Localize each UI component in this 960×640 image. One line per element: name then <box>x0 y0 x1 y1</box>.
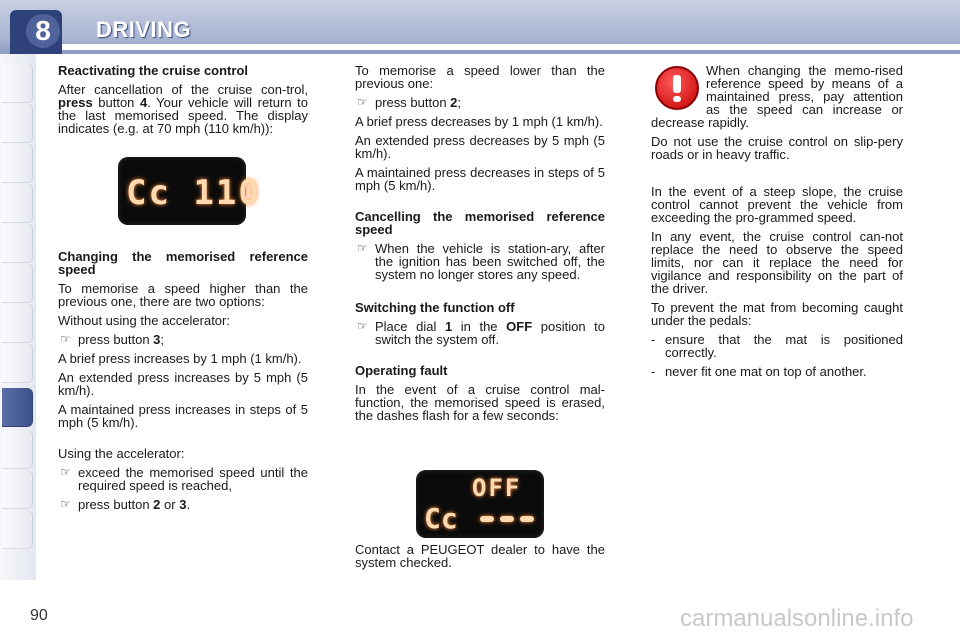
paragraph: To prevent the mat from becoming caught under the pedals: <box>651 300 903 328</box>
paragraph: Using the accelerator: <box>58 446 185 461</box>
paragraph: Do not use the cruise control on slip-pery roads or in heavy traffic. <box>651 134 903 162</box>
pointing-hand-icon: ☞ <box>357 319 368 333</box>
display-off-readout: OFF <box>472 474 522 502</box>
paragraph: An extended press decreases by 5 mph (5 km/h). <box>355 133 605 161</box>
sidebar-tab[interactable] <box>2 304 33 343</box>
paragraph: To memorise a speed higher than the previous one, there are two options: <box>58 281 308 309</box>
paragraph: A brief press decreases by 1 mph (1 km/h). <box>355 114 603 129</box>
warning-paragraph: When changing the memo-rised reference speed by means of a maintained press, pay attention as the speed can increase or decrease rapidly. <box>651 63 903 130</box>
section-heading: Operating fault <box>355 363 448 378</box>
column-left <box>58 64 308 141</box>
paragraph: Contact a PEUGEOT dealer to have the system checked. <box>355 542 605 570</box>
bullet-item: ☞ press button 3; <box>60 332 165 347</box>
watermark: carmanualsonline.info <box>680 605 914 632</box>
paragraph: An extended press increases by 5 mph (5 km/h). <box>58 370 308 398</box>
sidebar-tab[interactable] <box>2 470 33 509</box>
sidebar-tab[interactable] <box>2 510 33 549</box>
cruise-display-fault <box>416 470 544 538</box>
paragraph: To memorise a speed lower than the previous one: <box>355 63 605 91</box>
cruise-display-resume <box>118 157 261 225</box>
sidebar-tab-active[interactable] <box>2 388 33 427</box>
display-dash <box>480 516 494 522</box>
page-number: 90 <box>30 607 48 624</box>
section-heading: Cancelling the memorised reference speed <box>355 209 605 237</box>
paragraph: A brief press increases by 1 mph (1 km/h). <box>58 351 302 366</box>
header-rule <box>60 44 960 50</box>
bullet-item: ☞ Place dial 1 in the OFF position to switch the system off. <box>357 319 605 347</box>
sidebar-tab[interactable] <box>2 184 33 223</box>
section-heading: Reactivating the cruise control <box>58 63 248 78</box>
pointing-hand-icon: ☞ <box>357 241 368 255</box>
display-dash <box>520 516 534 522</box>
sidebar-tab[interactable] <box>2 144 33 183</box>
bullet-item: ☞ When the vehicle is station-ary, after the ignition has been switched off, the system no longer stores any speed. <box>357 241 605 282</box>
display-readout: Cc 110 <box>126 173 261 213</box>
pointing-hand-icon: ☞ <box>60 497 71 511</box>
pointing-hand-icon: ☞ <box>60 465 71 479</box>
section-heading: Changing the memorised reference speed <box>58 249 308 277</box>
sidebar-tab[interactable] <box>2 430 33 469</box>
sidebar-tab[interactable] <box>2 344 33 383</box>
paragraph: In the event of a cruise control mal-function, the memorised speed is erased, the dashes flash for a few seconds: <box>355 382 605 423</box>
column-right <box>651 64 903 384</box>
column-middle-lower <box>355 543 605 575</box>
paragraph: A maintained press decreases in steps of 5 mph (5 km/h). <box>355 165 605 193</box>
display-dash <box>500 516 514 522</box>
sidebar-tab[interactable] <box>2 224 33 263</box>
pointing-hand-icon: ☞ <box>60 332 71 346</box>
paragraph: Without using the accelerator: <box>58 313 230 328</box>
bullet-item: ☞ exceed the memorised speed until the required speed is reached, <box>60 465 308 493</box>
dash-item: - never fit one mat on top of another. <box>651 364 867 379</box>
column-left-lower <box>58 250 308 517</box>
chapter-number: 8 <box>26 14 60 48</box>
dash-item: - ensure that the mat is positioned correctly. <box>651 332 903 360</box>
bullet-item: ☞ press button 2; <box>357 95 462 110</box>
chapter-title: DRIVING <box>96 17 192 42</box>
paragraph: In any event, the cruise control can-not replace the need to observe the speed limits, nor can it replace the need for vigilance and responsibility on the part of the driver. <box>651 229 903 296</box>
section-heading: Switching the function off <box>355 300 515 315</box>
sidebar-tab[interactable] <box>2 264 33 303</box>
paragraph: After cancellation of the cruise con-trol, press button 4. Your vehicle will return to the last memorised speed. The display indicates (e.g. at 70 mph (110 km/h)): <box>58 82 308 136</box>
display-cc-readout: Cc <box>424 502 458 535</box>
icon-spacer <box>651 64 706 112</box>
sidebar-tab[interactable] <box>2 64 33 103</box>
column-middle <box>355 64 605 428</box>
bullet-item: ☞ press button 2 or 3. <box>60 497 191 512</box>
paragraph: In the event of a steep slope, the cruise control cannot prevent the vehicle from exceeding the pro-grammed speed. <box>651 184 903 225</box>
sidebar-tab[interactable] <box>2 104 33 143</box>
pointing-hand-icon: ☞ <box>357 95 368 109</box>
paragraph: A maintained press increases in steps of 5 mph (5 km/h). <box>58 402 308 430</box>
chapter-sidebar <box>0 54 36 580</box>
